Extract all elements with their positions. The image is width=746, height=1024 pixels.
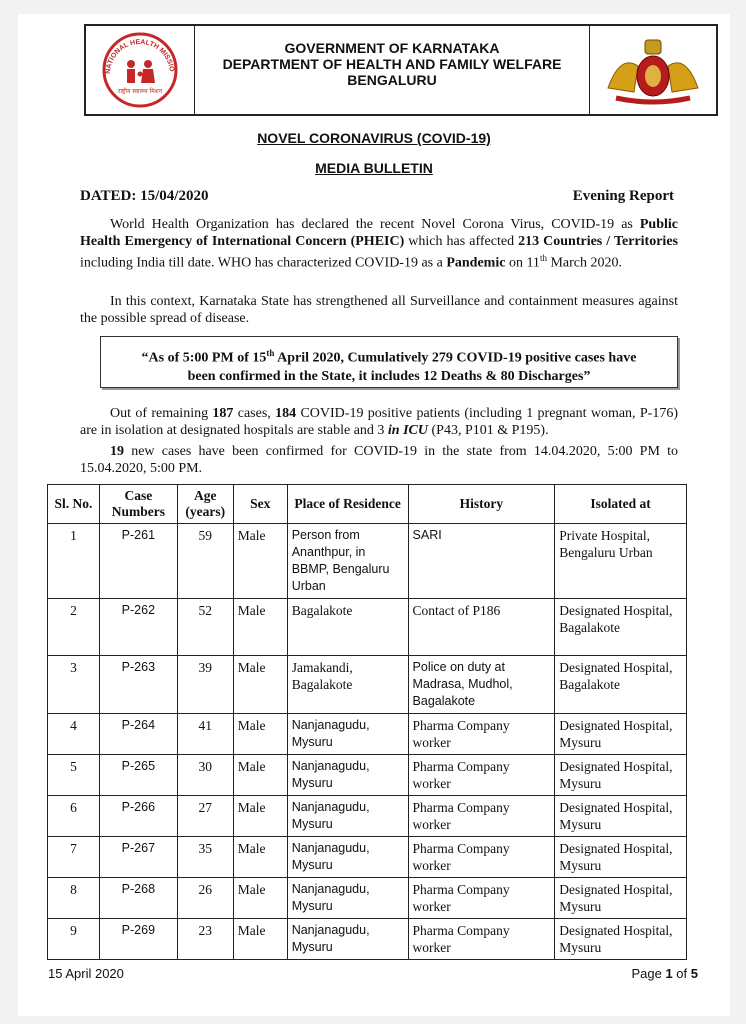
table-cell: 26 bbox=[177, 878, 233, 919]
nhm-logo bbox=[86, 26, 195, 114]
table-cell: P-263 bbox=[99, 656, 177, 714]
table-cell: 2 bbox=[48, 599, 100, 656]
table-cell: 39 bbox=[177, 656, 233, 714]
table-cell: Male bbox=[233, 878, 287, 919]
table-cell: Pharma Company worker bbox=[408, 878, 555, 919]
table-cell: Nanjanagudu, Mysuru bbox=[287, 714, 408, 755]
table-cell: Nanjanagudu, Mysuru bbox=[287, 919, 408, 960]
table-cell: P-264 bbox=[99, 714, 177, 755]
table-cell: Private Hospital, Bengaluru Urban bbox=[555, 524, 687, 599]
table-cell: Nanjanagudu, Mysuru bbox=[287, 837, 408, 878]
nhm-emblem-icon bbox=[86, 26, 194, 114]
table-cell: Nanjanagudu, Mysuru bbox=[287, 755, 408, 796]
table-cell: 52 bbox=[177, 599, 233, 656]
table-cell: 59 bbox=[177, 524, 233, 599]
table-cell: Designated Hospital, Bagalakote bbox=[555, 656, 687, 714]
letterhead-text bbox=[194, 40, 590, 88]
table-cell: P-267 bbox=[99, 837, 177, 878]
table-row bbox=[48, 796, 687, 837]
table-cell: Designated Hospital, Mysuru bbox=[555, 755, 687, 796]
table-cell: 4 bbox=[48, 714, 100, 755]
table-header-cell: Age (years) bbox=[177, 485, 233, 524]
table-cell: Male bbox=[233, 656, 287, 714]
city-name: BENGALURU bbox=[347, 72, 437, 88]
table-cell: Designated Hospital, Mysuru bbox=[555, 919, 687, 960]
table-header-cell: Sex bbox=[233, 485, 287, 524]
bulletin-page bbox=[18, 14, 730, 1016]
page-number: Page 1 of 5 bbox=[631, 966, 698, 981]
table-cell: 6 bbox=[48, 796, 100, 837]
table-row bbox=[48, 878, 687, 919]
table-header-cell: History bbox=[408, 485, 555, 524]
table-cell: 1 bbox=[48, 524, 100, 599]
table-cell: P-269 bbox=[99, 919, 177, 960]
table-cell: 23 bbox=[177, 919, 233, 960]
table-row bbox=[48, 837, 687, 878]
table-cell: Pharma Company worker bbox=[408, 796, 555, 837]
report-type: Evening Report bbox=[572, 188, 674, 204]
table-cell: P-262 bbox=[99, 599, 177, 656]
table-row bbox=[48, 714, 687, 755]
table-cell: P-266 bbox=[99, 796, 177, 837]
nhm-logo-hindi: राष्ट्रीय स्वास्थ्य मिशन bbox=[117, 88, 163, 95]
table-cell: Contact of P186 bbox=[408, 599, 555, 656]
nhm-logo-text: NATIONAL HEALTH MISSIO bbox=[104, 38, 175, 75]
table-cell: Male bbox=[233, 796, 287, 837]
table-cell: Designated Hospital, Mysuru bbox=[555, 714, 687, 755]
table-cell: 35 bbox=[177, 837, 233, 878]
table-header-cell: Sl. No. bbox=[48, 485, 100, 524]
table-cell: P-261 bbox=[99, 524, 177, 599]
table-cell: Male bbox=[233, 755, 287, 796]
table-cell: Person from Ananthpur, in BBMP, Bengaluru Urban bbox=[287, 524, 408, 599]
table-row bbox=[48, 919, 687, 960]
table-cell: Bagalakote bbox=[287, 599, 408, 656]
table-cell: Male bbox=[233, 524, 287, 599]
table-cell: Designated Hospital, Mysuru bbox=[555, 837, 687, 878]
table-cell: Pharma Company worker bbox=[408, 837, 555, 878]
table-cell: Pharma Company worker bbox=[408, 755, 555, 796]
table-cell: Nanjanagudu, Mysuru bbox=[287, 878, 408, 919]
table-cell: Male bbox=[233, 599, 287, 656]
table-cell: Designated Hospital, Bagalakote bbox=[555, 599, 687, 656]
table-cell: Male bbox=[233, 837, 287, 878]
table-row bbox=[48, 755, 687, 796]
bulletin-subtitle: MEDIA BULLETIN bbox=[315, 160, 433, 176]
dated: DATED: 15/04/2020 bbox=[80, 188, 209, 204]
table-cell: P-265 bbox=[99, 755, 177, 796]
table-cell: 27 bbox=[177, 796, 233, 837]
footer-date: 15 April 2020 bbox=[48, 966, 124, 981]
table-body bbox=[48, 524, 687, 960]
table-cell: Police on duty at Madrasa, Mudhol, Bagalakote bbox=[408, 656, 555, 714]
cases-table bbox=[47, 484, 687, 960]
table-cell: Pharma Company worker bbox=[408, 714, 555, 755]
table-row bbox=[48, 524, 687, 599]
table-cell: Male bbox=[233, 919, 287, 960]
table-cell: 7 bbox=[48, 837, 100, 878]
status-paragraph: Out of remaining 187 cases, 184 COVID-19 positive patients (including 1 pregnant woman, P-176) are in isolation at designated hospitals are stable and 3 in ICU (P43, P101 & P195). bbox=[80, 406, 678, 438]
karnataka-emblem-icon bbox=[590, 26, 716, 114]
table-cell: P-268 bbox=[99, 878, 177, 919]
table-cell: 30 bbox=[177, 755, 233, 796]
table-cell: SARI bbox=[408, 524, 555, 599]
table-header-cell: Place of Residence bbox=[287, 485, 408, 524]
table-cell: Male bbox=[233, 714, 287, 755]
letterhead bbox=[84, 24, 718, 116]
intro-paragraph: World Health Organization has declared the recent Novel Corona Virus, COVID-19 as Public Health Emergency of International Concern (PHEIC) which has affected 213 Countries / Territories including India till date. WHO has characterized COVID-19 as a Pandemic on 11th March 2020. bbox=[80, 217, 678, 271]
table-cell: Pharma Company worker bbox=[408, 919, 555, 960]
table-header-cell: Case Numbers bbox=[99, 485, 177, 524]
table-header-cell: Isolated at bbox=[555, 485, 687, 524]
table-row bbox=[48, 599, 687, 656]
context-paragraph: In this context, Karnataka State has strengthened all Surveillance and containment measures against the possible spread of disease. bbox=[80, 294, 678, 326]
table-header-row bbox=[48, 485, 687, 524]
table-cell: Nanjanagudu, Mysuru bbox=[287, 796, 408, 837]
table-cell: Jamakandi, Bagalakote bbox=[287, 656, 408, 714]
table-cell: 5 bbox=[48, 755, 100, 796]
table-cell: 9 bbox=[48, 919, 100, 960]
table-cell: 8 bbox=[48, 878, 100, 919]
table-cell: Designated Hospital, Mysuru bbox=[555, 878, 687, 919]
table-cell: 41 bbox=[177, 714, 233, 755]
bulletin-title: NOVEL CORONAVIRUS (COVID-19) bbox=[257, 130, 491, 146]
table-cell: 3 bbox=[48, 656, 100, 714]
table-row bbox=[48, 656, 687, 714]
department-name: DEPARTMENT OF HEALTH AND FAMILY WELFARE bbox=[222, 56, 562, 72]
summary-box: “As of 5:00 PM of 15th April 2020, Cumulatively 279 COVID-19 positive cases have been confirmed in the State, it includes 12 Deaths & 80 Discharges” bbox=[100, 336, 678, 388]
karnataka-emblem bbox=[589, 26, 716, 114]
table-cell: Designated Hospital, Mysuru bbox=[555, 796, 687, 837]
gov-name: GOVERNMENT OF KARNATAKA bbox=[284, 40, 500, 56]
new-cases-paragraph: 19 new cases have been confirmed for COVID-19 in the state from 14.04.2020, 5:00 PM to 15.04.2020, 5:00 PM. bbox=[80, 444, 678, 476]
